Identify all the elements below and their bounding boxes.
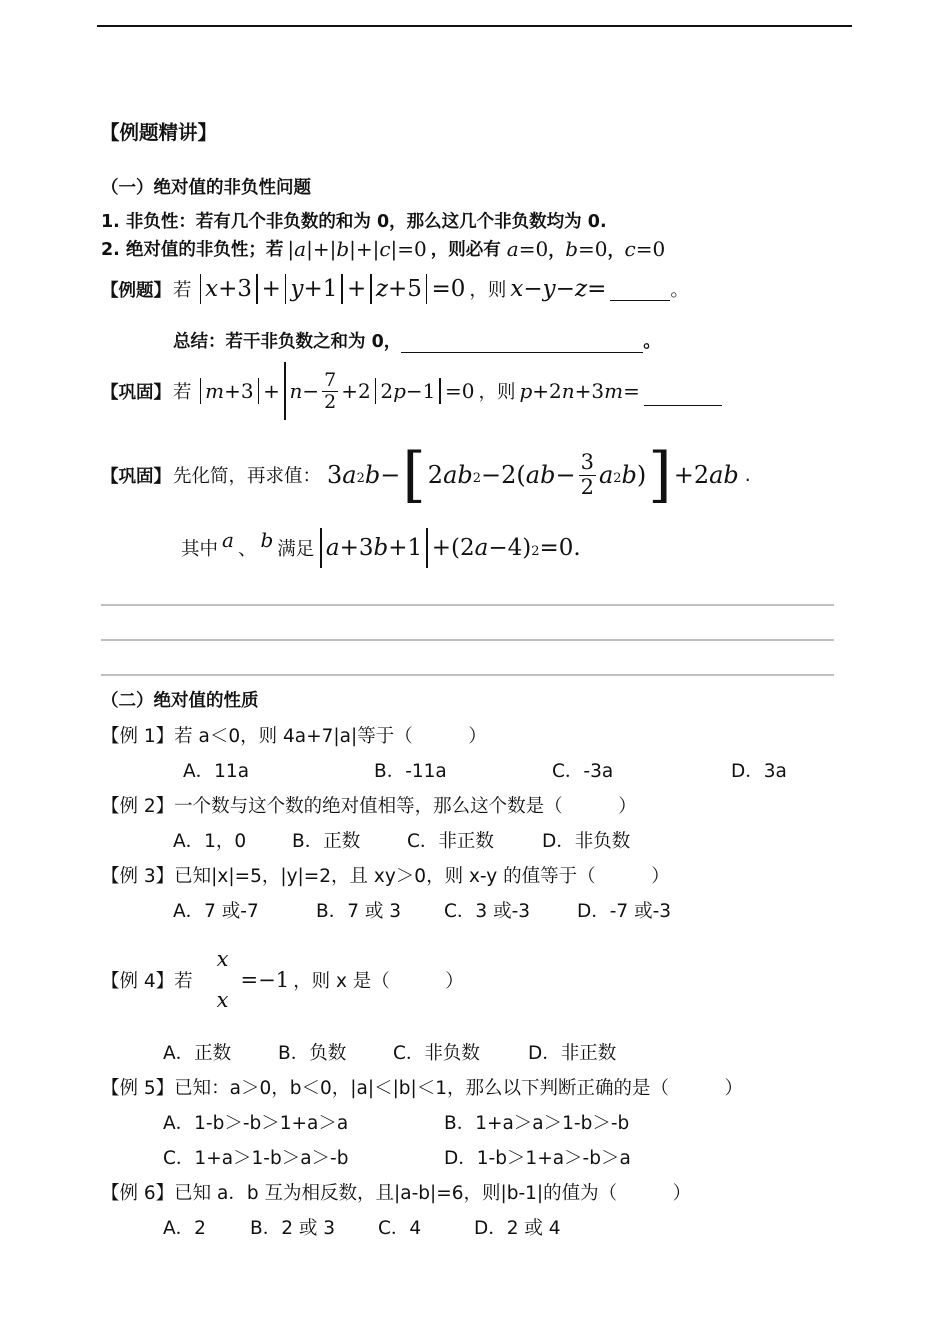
ex4-option-b[interactable]: B．负数 xyxy=(278,1043,347,1064)
ex1-option-a[interactable]: A．11a xyxy=(183,761,250,782)
consolidate-1 xyxy=(101,362,722,420)
ex1-option-c[interactable]: C．-3a xyxy=(552,761,614,782)
answer-line-1[interactable] xyxy=(101,604,834,606)
ex6-option-b[interactable]: B．2 或 3 xyxy=(250,1218,335,1239)
ex5-stem: 【例 5】已知：a＞0，b＜0，|a|＜|b|＜1，那么以下判断正确的是（ ） xyxy=(101,1078,744,1099)
consolidate-tag-1: 【巩固】 xyxy=(101,382,171,403)
formula-conclusion: a=0，b=0，c=0 xyxy=(506,237,666,261)
example-line xyxy=(101,274,689,304)
rule-nonnegative: 1. 非负性：若有几个非负数的和为 0，那么这几个非负数均为 0. xyxy=(101,212,607,232)
summary-line xyxy=(173,328,661,353)
cons2-where: 其中 xyxy=(181,539,219,560)
example-then: ，则 xyxy=(469,280,507,301)
cons2-expression: 3 a 2 b − [ 2 ab 2 −2( ab − $\frac{3}{2}$ a 2 b ) ] +2 ab xyxy=(327,440,739,510)
ex6-option-d[interactable]: D．2 或 4 xyxy=(474,1218,561,1239)
example-prefix: 若 xyxy=(173,280,192,301)
cons2-satisfy: 满足 xyxy=(277,539,315,560)
ex1-option-b[interactable]: B．-11a xyxy=(374,761,447,782)
cons2-text: 先化简，再求值： xyxy=(173,466,322,487)
ex4-formula: x x =−1 xyxy=(216,947,290,1013)
ex3-option-b[interactable]: B．7 或 3 xyxy=(316,901,401,922)
ex3-option-c[interactable]: C．3 或-3 xyxy=(444,901,531,922)
ex2-option-b[interactable]: B．正数 xyxy=(292,831,361,852)
example-formula: x +3 + y +1 + z +5 =0 xyxy=(196,274,466,304)
cons2-dot: . xyxy=(744,464,751,486)
ex6-option-c[interactable]: C．4 xyxy=(378,1218,422,1239)
ex4-stem-suffix: ，则 x 是（ ） xyxy=(293,971,464,993)
rule2-mid: ，则必有 xyxy=(430,240,501,260)
ex4-option-d[interactable]: D．非正数 xyxy=(528,1043,617,1064)
cons1-answer-blank[interactable] xyxy=(644,383,722,406)
ex5-option-c[interactable]: C．1+a＞1-b＞a＞-b xyxy=(163,1148,349,1169)
cons1-then: ，则 xyxy=(478,382,516,403)
ex2-stem: 【例 2】一个数与这个数的绝对值相等，那么这个数是（ ） xyxy=(101,796,637,817)
rule-abs-nonnegative xyxy=(101,236,665,261)
var-b: b xyxy=(260,528,274,552)
answer-line-3[interactable] xyxy=(101,674,834,676)
ex4-option-c[interactable]: C．非负数 xyxy=(393,1043,480,1064)
ex1-stem: 【例 1】若 a＜0，则 4a+7|a|等于（ ） xyxy=(101,726,487,747)
consolidate-2 xyxy=(101,440,751,510)
top-rule xyxy=(97,25,852,27)
summary-text: 总结：若干非负数之和为 0， xyxy=(173,332,402,352)
ex4-stem-prefix: 【例 4】若 xyxy=(101,971,193,993)
ex3-option-d[interactable]: D．-7 或-3 xyxy=(577,901,672,922)
ex3-option-a[interactable]: A．7 或-7 xyxy=(173,901,259,922)
ex2-option-a[interactable]: A．1，0 xyxy=(173,831,247,852)
example-period: 。 xyxy=(670,280,689,301)
ex3-stem: 【例 3】已知|x|=5，|y|=2，且 xy＞0，则 x-y 的值等于（ ） xyxy=(101,866,670,887)
cons1-prefix: 若 xyxy=(173,382,192,403)
ex5-option-d[interactable]: D．1-b＞1+a＞-b＞a xyxy=(444,1148,631,1169)
summary-answer-blank[interactable] xyxy=(401,332,643,353)
ex4-stem xyxy=(101,948,464,1012)
ex6-stem: 【例 6】已知 a．b 互为相反数，且|a-b|=6，则|b-1|的值为（ ） xyxy=(101,1183,692,1204)
consolidate-tag-2: 【巩固】 xyxy=(101,466,171,487)
rule2-prefix: 2. 绝对值的非负性；若 xyxy=(101,240,284,260)
summary-period: 。 xyxy=(643,332,661,352)
var-a: a xyxy=(222,528,234,552)
cons1-formula: m +3 + n − $\frac{7}{2}$ +2 2 p −1 =0 xyxy=(196,362,475,420)
cons2-condition xyxy=(181,528,581,568)
example-answer-blank[interactable] xyxy=(610,278,670,301)
example-tag: 【例题】 xyxy=(101,280,171,301)
answer-line-2[interactable] xyxy=(101,639,834,641)
cons2-condition-formula: a +3 b +1 +(2 a −4) 2 =0. xyxy=(316,528,580,568)
ex5-option-a[interactable]: A．1-b＞-b＞1+a＞a xyxy=(163,1113,349,1134)
ex2-option-d[interactable]: D．非负数 xyxy=(542,831,631,852)
part2-title: （二）绝对值的性质 xyxy=(101,691,259,711)
cons2-sep: 、 xyxy=(237,539,257,560)
cons1-target: p+2n+3m= xyxy=(519,379,640,403)
ex2-option-c[interactable]: C．非正数 xyxy=(407,831,494,852)
part1-title: （一）绝对值的非负性问题 xyxy=(101,178,311,198)
example-target: x−y−z= xyxy=(510,276,607,302)
ex1-option-d[interactable]: D．3a xyxy=(731,761,787,782)
section-header: 【例题精讲】 xyxy=(100,121,218,144)
ex5-option-b[interactable]: B．1+a＞a＞1-b＞-b xyxy=(444,1113,630,1134)
formula-abs-sum: |a|+|b|+|c|=0 xyxy=(287,236,427,261)
ex4-option-a[interactable]: A．正数 xyxy=(163,1043,232,1064)
ex6-option-a[interactable]: A．2 xyxy=(163,1218,206,1239)
